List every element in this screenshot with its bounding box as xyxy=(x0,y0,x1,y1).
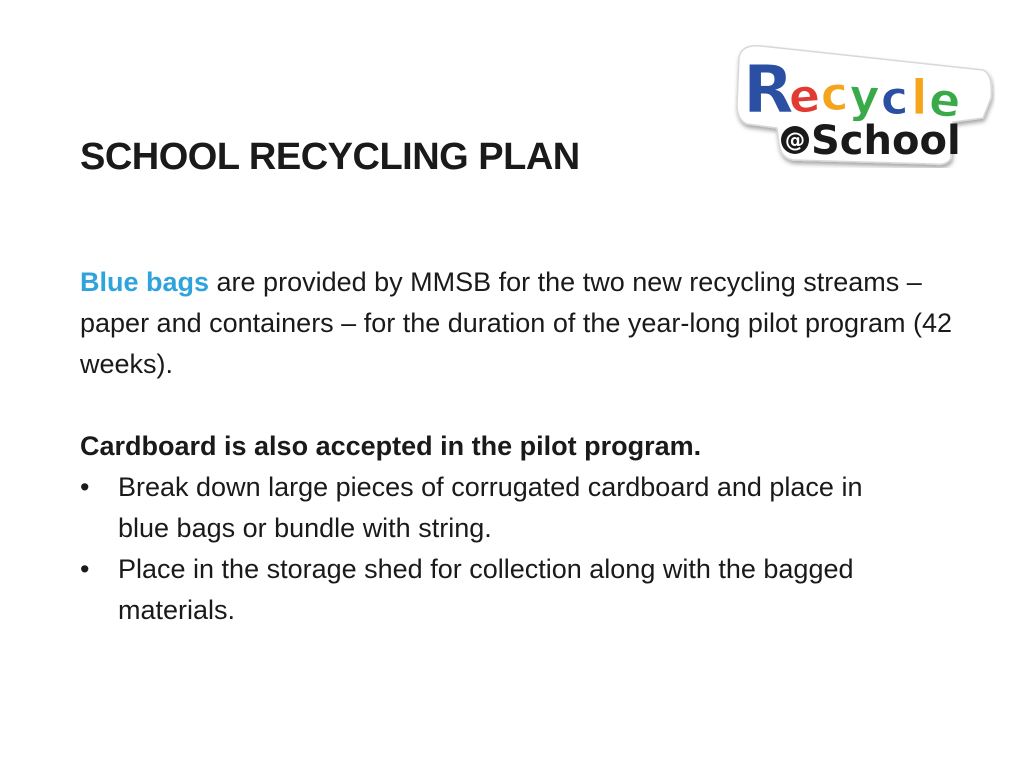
slide-body xyxy=(80,262,960,631)
intro-paragraph-text: are provided by MMSB for the two new recycling streams – paper and containers – for the duration of the year-long pilot program (42 weeks). xyxy=(80,267,953,379)
logo-letter-e2: e xyxy=(926,71,964,129)
logo-letter-c: c xyxy=(819,66,850,122)
recycle-at-school-logo xyxy=(733,40,995,168)
bullet-text: Place in the storage shed for collection along with the bagged materials. xyxy=(118,554,854,625)
bullet-icon: • xyxy=(80,472,90,502)
cardboard-subheading: Cardboard is also accepted in the pilot program. xyxy=(80,431,702,461)
bullet-text: Break down large pieces of corrugated cardboard and place in blue bags or bundle with string. xyxy=(118,472,863,543)
list-item xyxy=(80,467,863,549)
logo-word-school: School xyxy=(811,118,961,164)
logo-letter-y: y xyxy=(847,68,881,124)
blue-bags-highlight: Blue bags xyxy=(80,267,210,297)
logo-letter-R: R xyxy=(743,51,794,128)
logo-at-symbol: @ xyxy=(785,128,805,152)
list-item xyxy=(80,549,863,631)
cardboard-bullet-list xyxy=(80,467,960,631)
paragraph-spacer xyxy=(80,385,960,426)
logo-letter-c2: c xyxy=(879,70,910,126)
slide-title: SCHOOL RECYCLING PLAN xyxy=(80,136,580,178)
logo-letter-l: l xyxy=(911,70,928,126)
logo-letter-e: e xyxy=(786,67,822,124)
bullet-icon: • xyxy=(80,554,90,584)
intro-paragraph xyxy=(80,262,960,385)
